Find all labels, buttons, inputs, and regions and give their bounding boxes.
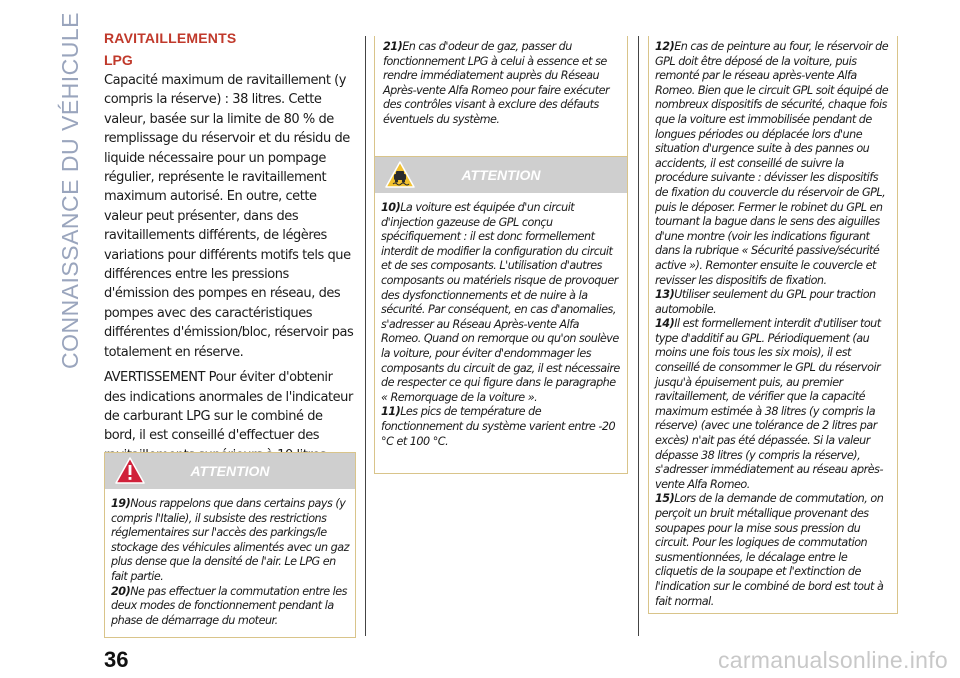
subsection-title: LPG: [104, 52, 133, 68]
side-section-label: [46, 11, 96, 369]
watermark: carmanualsonline.info: [717, 647, 948, 673]
column-divider-2: [638, 36, 639, 636]
note-19-number: 19): [111, 497, 131, 510]
note-19: [111, 497, 349, 585]
note-10: [381, 201, 621, 405]
attention-header-1: [105, 453, 355, 489]
attention-title-2: ATTENTION: [461, 167, 541, 183]
note-13-number: 13): [655, 288, 675, 302]
note-12-text: En cas de peinture au four, le réservoir de GPL doit être déposé de la voiture, puis remonté par le réseau après-vente Alfa Romeo. Bien que le circuit GPL soit équipé de nombreux dispositifs de sécurité, chaque fois que la voiture est immobilisée pendant de longues périodes ou déplacée lors d'une situation d'urgence suite à des pannes ou accidents, il est conseillé de suivre la procédure suivante : dévisser les dispositifs de fixation du couvercle du réservoir de GPL, puis le déposer. Fermer le robinet du GPL en tournant la bague dans le sens des aiguilles d'une montre (voir les indications figurant dans la rubrique « Sécurité passive/sécurité active »). Remonter ensuite le couvercle et revisser les dispositifs de fixation.: [655, 40, 889, 287]
attention-box-2: [374, 156, 628, 474]
attention-content-1: [105, 489, 355, 634]
continued-note-content: [375, 36, 627, 134]
note-13-text: Utiliser seulement du GPL pour traction automobile.: [655, 288, 876, 316]
note-10-text: La voiture est équipée d'un circuit d'injection gazeuse de GPL conçu spécifiquement : il est donc formellement interdit de modifier la configuration du circuit et de ses composants. L'utilisation d'autres composants ou matériels risque de provoquer des dysfonctionnements et de nuire à la sécurité. Par conséquent, en cas d'anomalies, s'adresser au Réseau Après-vente Alfa Romeo. Quand on remorque ou qu'on soulève la voiture, pour éviter d'endommager les composants du circuit de gaz, il est nécessaire de respecter ce qui figure dans le paragraphe « Remorquage de la voiture ».: [381, 201, 620, 404]
note-20-text: Ne pas effectuer la commutation entre les deux modes de fonctionnement pendant la phase de démarrage du moteur.: [111, 584, 347, 627]
note-13: [655, 288, 891, 317]
note-11: [381, 405, 621, 449]
car-skid-warning-icon: [385, 160, 415, 190]
note-14: [655, 317, 891, 492]
continued-note-box: [374, 36, 628, 158]
note-11-text: Les pics de température de fonctionnement du système varient entre -20 °C et 100 °C.: [381, 405, 616, 448]
attention-header-2: [375, 157, 627, 193]
attention-title-1: ATTENTION: [190, 463, 270, 479]
note-15-text: Lors de la demande de commutation, on perçoit un bruit métallique provenant des soupapes pour la mise sous pression du circuit. Pour les logiques de commutation susmentionnées, le décalage entre le cliquetis de la soupape et l'extinction de l'indication sur le combiné de bord est tout à fait normal.: [655, 492, 884, 608]
note-21: [383, 40, 621, 128]
note-15: [655, 492, 891, 609]
side-section-label-text: CONNAISSANCE DU VÉHICULE: [57, 11, 84, 369]
note-14-number: 14): [655, 317, 675, 331]
section-title: RAVITAILLEMENTS: [104, 30, 237, 46]
notes-box-column-3: [648, 36, 898, 614]
warning-paragraph: AVERTISSEMENT Pour éviter d'obtenir des indications anormales de l'indicateur de carburant LPG sur le combiné de bord, il est conseillé d'effectuer des: [104, 370, 353, 444]
note-14-text: Il est formellement interdit d'utiliser tout type d'additif au GPL. Périodiquement (au moins une fois tous les six mois), il est conseillé de consommer le GPL du réservoir jusqu'à épuisement puis, au premier ravitaillement, de vérifier que la capacité maximum estimée à 38 litres (y compris la réserve) (avec une tolérance de 2 litres par excès) n'ait pas été dépassée. Si la valeur dépasse 38 litres (y compris la réserve), s'adresser immédiatement au réseau après-vente Alfa Romeo.: [655, 317, 883, 491]
note-10-number: 10): [381, 201, 401, 214]
column-1: [104, 30, 356, 471]
note-12: [655, 40, 891, 288]
warning-triangle-icon: [115, 456, 145, 486]
capacity-paragraph: Capacité maximum de ravitaillement (y compris la réserve) : 38 litres. Cette valeur, basée sur la limite de 80 % de remplissage du réservoir et du résidu de liquide nécessaire pour un pompage régulier, représente le ravitaillement maximum autorisé. En outre, cette valeur peut présenter, dans des ravitaillements différents, de légères variations pour différents motifs tels que différences entre les pressions d'émission des pompes en réseau, des pompes avec des caractéristiques différentes d'émission/bloc, réservoir pas totalement en réserve.: [104, 73, 354, 360]
note-20: [111, 585, 349, 629]
attention-box-1: [104, 452, 356, 638]
notes-content-column-3: [649, 36, 897, 615]
note-21-number: 21): [383, 40, 403, 53]
note-11-number: 11): [381, 405, 401, 419]
column-divider-1: [365, 36, 366, 636]
page-number: 36: [104, 647, 129, 672]
note-20-number: 20): [111, 584, 131, 598]
note-19-text: Nous rappelons que dans certains pays (y compris l'Italie), il subsiste des restrictions réglementaires sur l'accès des parkings/le stockage des véhicules alimentés avec un gaz plus dense que la densité de l'air. Le LPG en fait partie.: [111, 497, 350, 583]
note-21-text: En cas d'odeur de gaz, passer du fonctionnement LPG à celui à essence et se rendre immédiatement auprès du Réseau Après-vente Alfa Romeo pour faire exécuter des contrôles visant à exclure des défauts éventuels du système.: [383, 40, 610, 126]
note-15-number: 15): [655, 492, 675, 506]
note-12-number: 12): [655, 40, 675, 53]
attention-content-2: [375, 193, 627, 455]
